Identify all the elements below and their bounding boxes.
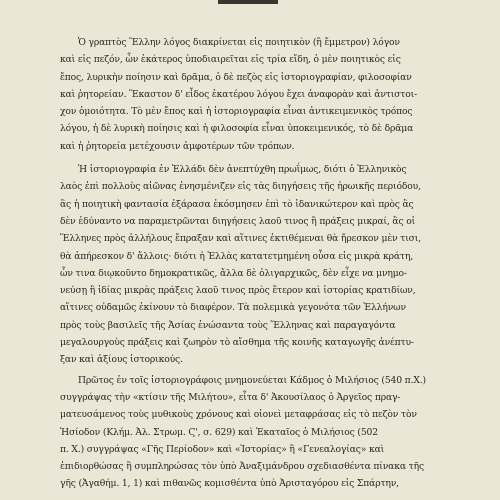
text-line: δὲν ἐδύναντο να παραμετρῶνται διηγήσεις λαοῦ τινος ἢ πράξεις μικραί, ἃς οἱ bbox=[60, 215, 416, 227]
text-line: λαὸς ἐπὶ πολλοὺς αἰῶνας ἐνησμένιζεν εἰς τὰς διηγήσεις τῆς ἡρωικῆς περιόδου, bbox=[60, 181, 421, 193]
text-line: καὶ ῥητορείαν. Ἕκαστον δ' εἶδος ἑκατέρου λόγου ἔχει ἀναφορὰν καὶ ἀντιστοι- bbox=[60, 88, 418, 100]
text-line: ἐπιδιορθώσας ἢ συμπληρώσας τὸν ὑπὸ Ἀναξιμάνδρου σχεδιασθέντα πίνακα τῆς bbox=[60, 461, 424, 473]
top-rule bbox=[218, 0, 278, 4]
text-line: Ὁ γραπτὸς Ἕλλην λόγος διακρίνεται εἰς ποιητικὸν (ἢ ἔμμετρον) λόγον bbox=[78, 37, 400, 48]
text-line: λόγου, ἡ δὲ λυρικὴ ποίησις καὶ ἡ φιλοσοφία εἶναι ὑποκειμενικός, τὸ δὲ δρᾶμα bbox=[60, 123, 414, 135]
text-line: Ἡ ἱστοριογραφία ἐν Ἑλλάδι δὲν ἀνεπτύχθη πρωΐμως, διότι ὁ Ἑλληνικὸς bbox=[78, 164, 407, 176]
text-line: αἵτινες οὐδαμῶς ἐκίνουν τὸ διαφέρον. Τὰ πολεμικὰ γεγονότα τῶν Ἑλλήνων bbox=[60, 302, 406, 314]
paragraph-3 bbox=[60, 372, 480, 493]
text-line: συγγράψας τὴν «κτίσιν τῆς Μιλήτου», εἶτα δ' Ἀκουσίλαος ὁ Ἀργεῖος πραγ- bbox=[60, 391, 401, 403]
text-line: Ἕλληνες πρὸς ἀλλήλους ἔπραξαν καὶ αἵτινες ἐκτιθέμεναι θὰ ἤρεσκον μὲν τισι, bbox=[60, 233, 422, 245]
text-line: μεγαλουργοὺς πράξεις καὶ ζωηρὸν τὸ αἴσθημα τῆς κοινῆς καταγωγῆς ἀνέπτυ- bbox=[60, 337, 414, 349]
paragraph-2 bbox=[60, 161, 480, 369]
paragraph-1 bbox=[60, 34, 480, 155]
text-line: ματευσάμενος τοὺς μυθικοὺς χρόνους καὶ οἱονεὶ μεταφράσας εἰς τὸ πεζὸν τὸν bbox=[60, 409, 417, 421]
text-line: ἃς ἡ ποιητικὴ φαντασία ἐξάρασα ἐκόσμησεν ἐπὶ τὸ ἰδανικώτερον καὶ πρὸς ἃς bbox=[60, 198, 414, 210]
text-line: καὶ ἡ ῥητορεία μετέχουσιν ἀμφοτέρων τῶν τρόπων. bbox=[60, 140, 295, 152]
body-text bbox=[60, 34, 480, 493]
text-line: γῆς (Ἀγαθήμ. 1, 1) καὶ πιθανῶς κομισθέντα ὑπὸ Ἀρισταγόρου εἰς Σπάρτην, bbox=[60, 478, 399, 490]
text-line: Πρῶτος ἐν τοῖς ἱστοριογράφοις μνημονεύεται Κάδμος ὁ Μιλήσιος (540 π.Χ.) bbox=[78, 374, 426, 386]
text-line: π. Χ.) συγγράψας «Γῆς Περίοδον» καὶ «Ἱστορίας» ἢ «Γενεαλογίας» καὶ bbox=[60, 443, 385, 455]
text-line: χον ὁμοιότητα. Τὸ μὲν ἔπος καὶ ἡ ἱστοριογραφία εἶναι ἀντικειμενικὸς τρόπος bbox=[60, 106, 413, 118]
text-line: νεύσῃ ἢ ἰδίας μικρὰς πράξεις λαοῦ τινος πρὸς ἕτερον καὶ ἱστορίας κρατιδίων, bbox=[60, 285, 416, 297]
text-line: Ἡσίοδον (Κλήμ. Ἀλ. Στρωμ. Ϛ', σ. 629) καὶ Ἑκαταῖος ὁ Μιλήσιος (502 bbox=[60, 426, 378, 438]
text-line: ἔπος, λυρικὴν ποίησιν καὶ δρᾶμα, ὁ δὲ πεζὸς εἰς ἱστοριογραφίαν, φιλοσοφίαν bbox=[60, 71, 412, 83]
text-line: ξαν καὶ ἀξίους ἱστορικούς. bbox=[60, 354, 183, 366]
text-line: πρὸς τοὺς βασιλεῖς τῆς Ἀσίας ἑνώσαντα τοὺς Ἕλληνας καὶ παραγαγόντα bbox=[60, 319, 396, 331]
text-line: θὰ ἀπήρεσκον δ' ἄλλοις· διότι ἡ Ἑλλὰς κατατετμημένη οὖσα εἰς μικρὰ κράτη, bbox=[60, 250, 413, 262]
text-line: καὶ εἰς πεζόν, ὧν ἑκάτερος ὑποδιαιρεῖται εἰς τρία εἴδη, ὁ μὲν ποιητικὸς εἰς bbox=[60, 54, 401, 66]
text-line: ὧν τινα διῳκοῦντο δημοκρατικῶς, ἄλλα δὲ ὀλιγαρχικῶς, δὲν εἶχε να μνημο- bbox=[60, 267, 407, 279]
